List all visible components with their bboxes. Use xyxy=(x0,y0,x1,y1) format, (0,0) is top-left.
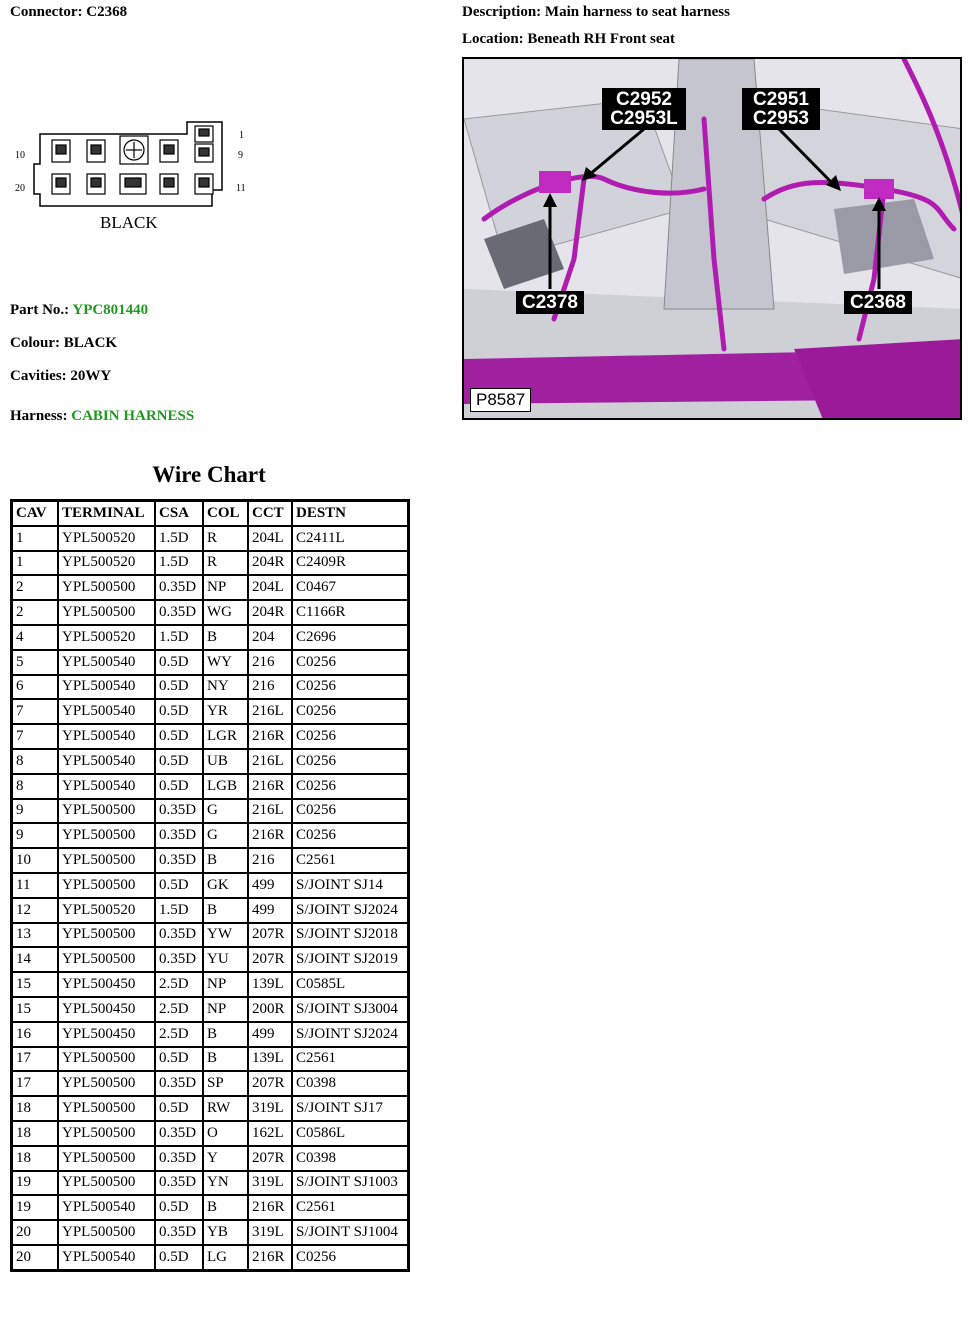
cell-cct: 216R xyxy=(248,1245,292,1270)
cell-destn: C0256 xyxy=(292,774,409,799)
part-number-link[interactable]: YPC801440 xyxy=(72,302,149,318)
cell-cav: 8 xyxy=(12,749,59,774)
cell-csa: 0.35D xyxy=(155,923,203,948)
pin-label-10: 10 xyxy=(15,150,25,161)
table-row xyxy=(12,551,409,576)
cell-cct: 499 xyxy=(248,873,292,898)
cell-terminal: YPL500450 xyxy=(58,1022,155,1047)
cell-col: LGB xyxy=(203,774,248,799)
cell-cct: 207R xyxy=(248,1071,292,1096)
cell-cav: 1 xyxy=(12,526,59,551)
connector-label: Connector: xyxy=(10,4,83,20)
location-photo xyxy=(462,57,962,420)
cell-col: R xyxy=(203,526,248,551)
cell-col: GK xyxy=(203,873,248,898)
table-row xyxy=(12,774,409,799)
cell-destn: C0467 xyxy=(292,575,409,600)
cell-csa: 0.35D xyxy=(155,1171,203,1196)
cell-cct: 216L xyxy=(248,799,292,824)
cell-destn: C2561 xyxy=(292,848,409,873)
callout-c2952-c2953l: C2952 C2953L xyxy=(602,88,686,130)
cell-cct: 499 xyxy=(248,898,292,923)
cell-csa: 0.5D xyxy=(155,749,203,774)
cell-col: YW xyxy=(203,923,248,948)
cell-cav: 7 xyxy=(12,699,59,724)
table-row xyxy=(12,799,409,824)
cell-cav: 17 xyxy=(12,1071,59,1096)
cell-terminal: YPL500500 xyxy=(58,923,155,948)
cell-cav: 18 xyxy=(12,1121,59,1146)
part-line xyxy=(10,302,148,319)
cell-terminal: YPL500540 xyxy=(58,699,155,724)
cell-col: WG xyxy=(203,600,248,625)
part-label: Part No.: xyxy=(10,302,70,318)
table-row xyxy=(12,600,409,625)
cell-terminal: YPL500540 xyxy=(58,749,155,774)
colour-label: Colour: xyxy=(10,335,60,351)
cell-cct: 319L xyxy=(248,1220,292,1245)
cell-destn: C0586L xyxy=(292,1121,409,1146)
cell-destn: C0585L xyxy=(292,972,409,997)
cell-cct: 207R xyxy=(248,1146,292,1171)
cell-cav: 11 xyxy=(12,873,59,898)
cell-col: WY xyxy=(203,650,248,675)
header-destn: DESTN xyxy=(292,501,409,526)
cell-col: B xyxy=(203,1195,248,1220)
table-row xyxy=(12,575,409,600)
cell-cav: 5 xyxy=(12,650,59,675)
cell-terminal: YPL500500 xyxy=(58,1047,155,1072)
cell-csa: 0.35D xyxy=(155,575,203,600)
cell-csa: 1.5D xyxy=(155,625,203,650)
cell-cav: 7 xyxy=(12,724,59,749)
table-row xyxy=(12,699,409,724)
cell-col: NP xyxy=(203,972,248,997)
cell-cct: 499 xyxy=(248,1022,292,1047)
header-csa: CSA xyxy=(155,501,203,526)
cell-destn: S/JOINT SJ3004 xyxy=(292,997,409,1022)
cell-csa: 1.5D xyxy=(155,898,203,923)
cell-cav: 16 xyxy=(12,1022,59,1047)
table-row xyxy=(12,749,409,774)
description-line xyxy=(462,4,730,21)
cell-cav: 12 xyxy=(12,898,59,923)
cell-terminal: YPL500520 xyxy=(58,898,155,923)
cell-terminal: YPL500520 xyxy=(58,551,155,576)
cell-cav: 18 xyxy=(12,1146,59,1171)
table-header-row xyxy=(12,501,409,526)
cell-cct: 204R xyxy=(248,551,292,576)
cell-col: B xyxy=(203,1022,248,1047)
cell-terminal: YPL500500 xyxy=(58,873,155,898)
cell-csa: 1.5D xyxy=(155,526,203,551)
cavities-label: Cavities: xyxy=(10,368,67,384)
colour-value: BLACK xyxy=(63,335,118,351)
cell-csa: 0.5D xyxy=(155,873,203,898)
cell-col: B xyxy=(203,848,248,873)
cell-cav: 14 xyxy=(12,947,59,972)
cell-cav: 20 xyxy=(12,1220,59,1245)
cell-cct: 216L xyxy=(248,699,292,724)
cell-destn: C0256 xyxy=(292,699,409,724)
cell-cct: 204L xyxy=(248,575,292,600)
table-row xyxy=(12,650,409,675)
cell-cav: 4 xyxy=(12,625,59,650)
cell-csa: 0.35D xyxy=(155,1121,203,1146)
pin-label-1: 1 xyxy=(239,130,244,141)
cell-csa: 0.35D xyxy=(155,799,203,824)
table-row xyxy=(12,675,409,700)
cell-cct: 319L xyxy=(248,1171,292,1196)
cell-col: G xyxy=(203,799,248,824)
cell-cav: 2 xyxy=(12,600,59,625)
cell-destn: C0256 xyxy=(292,724,409,749)
cell-cct: 139L xyxy=(248,1047,292,1072)
table-row xyxy=(12,947,409,972)
cell-col: NY xyxy=(203,675,248,700)
cell-cct: 216R xyxy=(248,774,292,799)
cell-csa: 0.5D xyxy=(155,774,203,799)
cell-terminal: YPL500500 xyxy=(58,1071,155,1096)
cell-destn: S/JOINT SJ2024 xyxy=(292,898,409,923)
table-row xyxy=(12,625,409,650)
diagram-color-text: BLACK xyxy=(100,213,158,232)
pin-label-9: 9 xyxy=(238,150,243,161)
callout-c2951-c2953: C2951 C2953 xyxy=(742,88,820,130)
cell-cct: 319L xyxy=(248,1096,292,1121)
cell-col: LGR xyxy=(203,724,248,749)
cell-destn: C0398 xyxy=(292,1071,409,1096)
cell-csa: 0.5D xyxy=(155,1245,203,1270)
cell-destn: C1166R xyxy=(292,600,409,625)
cell-destn: S/JOINT SJ1003 xyxy=(292,1171,409,1196)
location-value: Beneath RH Front seat xyxy=(527,31,676,47)
cell-terminal: YPL500450 xyxy=(58,972,155,997)
cell-terminal: YPL500450 xyxy=(58,997,155,1022)
cell-col: B xyxy=(203,625,248,650)
cell-terminal: YPL500500 xyxy=(58,823,155,848)
table-row xyxy=(12,1022,409,1047)
cell-cav: 6 xyxy=(12,675,59,700)
cell-col: YB xyxy=(203,1220,248,1245)
cell-terminal: YPL500520 xyxy=(58,625,155,650)
cell-col: G xyxy=(203,823,248,848)
cell-csa: 0.5D xyxy=(155,650,203,675)
cell-cct: 216 xyxy=(248,848,292,873)
cell-col: YN xyxy=(203,1171,248,1196)
cell-terminal: YPL500500 xyxy=(58,1146,155,1171)
table-row xyxy=(12,972,409,997)
cell-cav: 2 xyxy=(12,575,59,600)
cell-terminal: YPL500500 xyxy=(58,947,155,972)
cell-destn: C2409R xyxy=(292,551,409,576)
cell-csa: 0.5D xyxy=(155,699,203,724)
cell-col: LG xyxy=(203,1245,248,1270)
cell-col: YR xyxy=(203,699,248,724)
table-row xyxy=(12,1071,409,1096)
cell-terminal: YPL500500 xyxy=(58,799,155,824)
cell-destn: S/JOINT SJ14 xyxy=(292,873,409,898)
cell-terminal: YPL500500 xyxy=(58,575,155,600)
cell-cav: 9 xyxy=(12,823,59,848)
cell-cav: 15 xyxy=(12,997,59,1022)
cell-csa: 0.5D xyxy=(155,1047,203,1072)
cell-terminal: YPL500500 xyxy=(58,1096,155,1121)
cell-cav: 10 xyxy=(12,848,59,873)
cell-destn: S/JOINT SJ2024 xyxy=(292,1022,409,1047)
cell-destn: C0256 xyxy=(292,650,409,675)
table-row xyxy=(12,1146,409,1171)
cell-cav: 19 xyxy=(12,1195,59,1220)
cell-cct: 204R xyxy=(248,600,292,625)
cell-terminal: YPL500500 xyxy=(58,1121,155,1146)
cell-csa: 0.5D xyxy=(155,1195,203,1220)
cell-cav: 20 xyxy=(12,1245,59,1270)
description-label: Description: xyxy=(462,4,542,20)
cell-cct: 216R xyxy=(248,1195,292,1220)
cell-destn: C0256 xyxy=(292,799,409,824)
connector-value: C2368 xyxy=(86,4,128,20)
cell-cav: 19 xyxy=(12,1171,59,1196)
table-row xyxy=(12,1121,409,1146)
cell-csa: 0.35D xyxy=(155,848,203,873)
cell-cct: 216L xyxy=(248,749,292,774)
cell-terminal: YPL500540 xyxy=(58,724,155,749)
description-value: Main harness to seat harness xyxy=(544,4,730,20)
cell-destn: C0256 xyxy=(292,1245,409,1270)
cell-cct: 216R xyxy=(248,724,292,749)
cell-terminal: YPL500540 xyxy=(58,1195,155,1220)
cell-csa: 2.5D xyxy=(155,1022,203,1047)
cell-cct: 216R xyxy=(248,823,292,848)
cell-terminal: YPL500520 xyxy=(58,526,155,551)
cell-csa: 0.35D xyxy=(155,1146,203,1171)
pin-label-20: 20 xyxy=(15,183,25,194)
cell-terminal: YPL500540 xyxy=(58,1245,155,1270)
cell-col: Y xyxy=(203,1146,248,1171)
header-col: COL xyxy=(203,501,248,526)
callout-c2378: C2378 xyxy=(516,291,584,314)
cell-cct: 139L xyxy=(248,972,292,997)
table-row xyxy=(12,1195,409,1220)
cell-csa: 2.5D xyxy=(155,972,203,997)
cell-terminal: YPL500500 xyxy=(58,848,155,873)
cell-destn: S/JOINT SJ2019 xyxy=(292,947,409,972)
connector-line xyxy=(10,4,127,21)
harness-line xyxy=(10,408,194,425)
cell-destn: S/JOINT SJ17 xyxy=(292,1096,409,1121)
table-row xyxy=(12,848,409,873)
cell-cav: 18 xyxy=(12,1096,59,1121)
cell-col: R xyxy=(203,551,248,576)
cell-csa: 0.35D xyxy=(155,823,203,848)
cell-terminal: YPL500540 xyxy=(58,650,155,675)
table-row xyxy=(12,923,409,948)
cell-col: SP xyxy=(203,1071,248,1096)
cell-destn: C0256 xyxy=(292,823,409,848)
header-cct: CCT xyxy=(248,501,292,526)
photo-code: P8587 xyxy=(470,388,531,412)
cell-terminal: YPL500540 xyxy=(58,774,155,799)
table-row xyxy=(12,1245,409,1270)
cell-terminal: YPL500500 xyxy=(58,1171,155,1196)
cell-cct: 204L xyxy=(248,526,292,551)
location-line xyxy=(462,31,675,48)
wire-chart-table xyxy=(10,499,410,1272)
table-row xyxy=(12,823,409,848)
cell-col: B xyxy=(203,1047,248,1072)
header-terminal: TERMINAL xyxy=(58,501,155,526)
cell-col: O xyxy=(203,1121,248,1146)
table-row xyxy=(12,997,409,1022)
cell-csa: 0.35D xyxy=(155,947,203,972)
cell-csa: 0.5D xyxy=(155,1096,203,1121)
cell-csa: 0.35D xyxy=(155,1220,203,1245)
wire-chart-title: Wire Chart xyxy=(152,462,266,487)
table-row xyxy=(12,526,409,551)
cell-col: NP xyxy=(203,997,248,1022)
cell-cav: 17 xyxy=(12,1047,59,1072)
cell-terminal: YPL500540 xyxy=(58,675,155,700)
cell-destn: C2411L xyxy=(292,526,409,551)
photo-illustration xyxy=(464,59,962,420)
cell-cav: 13 xyxy=(12,923,59,948)
table-row xyxy=(12,898,409,923)
cell-cav: 8 xyxy=(12,774,59,799)
cell-col: NP xyxy=(203,575,248,600)
cell-terminal: YPL500500 xyxy=(58,1220,155,1245)
table-row xyxy=(12,1220,409,1245)
cell-col: B xyxy=(203,898,248,923)
cell-terminal: YPL500500 xyxy=(58,600,155,625)
cell-csa: 0.35D xyxy=(155,600,203,625)
cell-destn: C0256 xyxy=(292,675,409,700)
cell-cct: 207R xyxy=(248,923,292,948)
cavities-line xyxy=(10,368,111,385)
cell-cav: 9 xyxy=(12,799,59,824)
table-row xyxy=(12,1096,409,1121)
cell-destn: C2561 xyxy=(292,1195,409,1220)
table-row xyxy=(12,1047,409,1072)
cell-csa: 0.5D xyxy=(155,724,203,749)
cell-cct: 216 xyxy=(248,650,292,675)
cell-csa: 1.5D xyxy=(155,551,203,576)
cavities-value: 20WY xyxy=(70,368,112,384)
harness-label: Harness: xyxy=(10,408,68,424)
location-label: Location: xyxy=(462,31,524,47)
cell-destn: S/JOINT SJ2018 xyxy=(292,923,409,948)
cell-col: YU xyxy=(203,947,248,972)
cell-col: UB xyxy=(203,749,248,774)
table-row xyxy=(12,724,409,749)
harness-link[interactable]: CABIN HARNESS xyxy=(71,408,195,424)
cell-cct: 204 xyxy=(248,625,292,650)
callout-c2368: C2368 xyxy=(844,291,912,314)
cell-cav: 1 xyxy=(12,551,59,576)
cell-csa: 0.5D xyxy=(155,675,203,700)
cell-csa: 2.5D xyxy=(155,997,203,1022)
pin-label-11: 11 xyxy=(236,183,246,194)
cell-destn: C0256 xyxy=(292,749,409,774)
cell-col: RW xyxy=(203,1096,248,1121)
cell-cct: 207R xyxy=(248,947,292,972)
table-row xyxy=(12,1171,409,1196)
cell-destn: S/JOINT SJ1004 xyxy=(292,1220,409,1245)
cell-cav: 15 xyxy=(12,972,59,997)
connector-face-diagram xyxy=(12,118,252,238)
cell-destn: C0398 xyxy=(292,1146,409,1171)
cell-destn: C2696 xyxy=(292,625,409,650)
table-row xyxy=(12,873,409,898)
cell-destn: C2561 xyxy=(292,1047,409,1072)
cell-cct: 200R xyxy=(248,997,292,1022)
colour-line xyxy=(10,335,117,352)
cell-cct: 216 xyxy=(248,675,292,700)
cell-csa: 0.35D xyxy=(155,1071,203,1096)
header-cav: CAV xyxy=(12,501,59,526)
cell-cct: 162L xyxy=(248,1121,292,1146)
